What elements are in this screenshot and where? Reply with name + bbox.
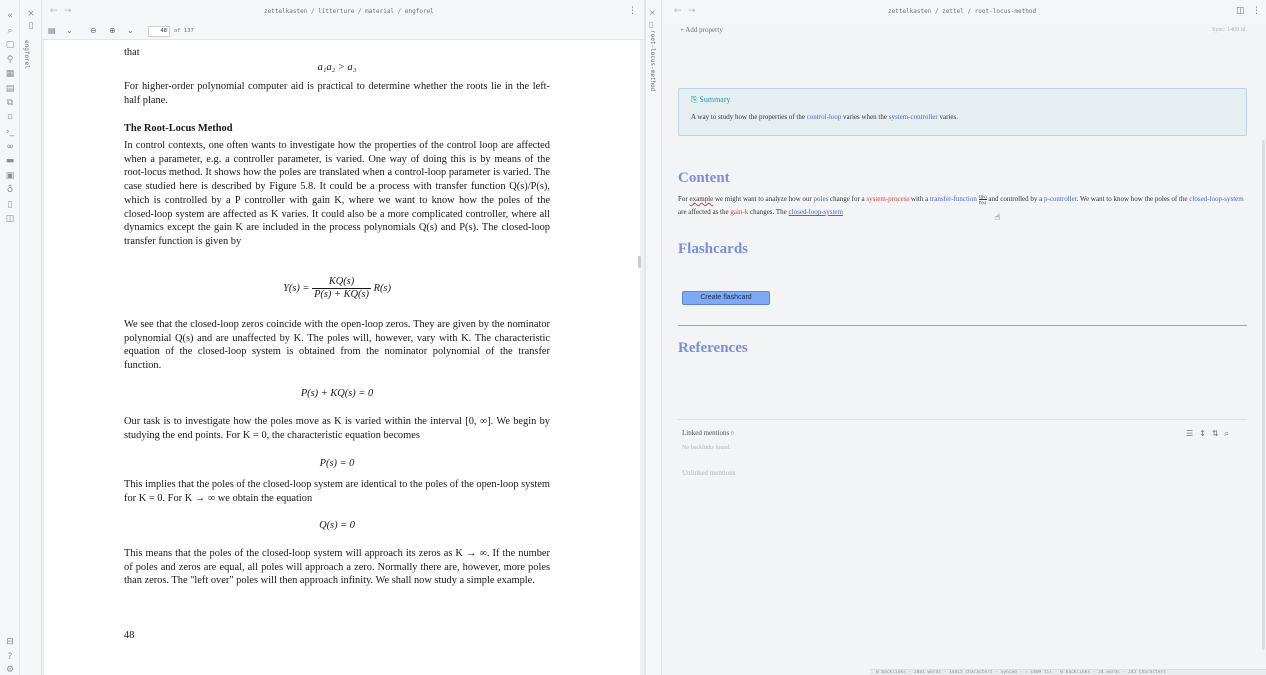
pdf-paragraph-1: For higher-order polynomial computer aid is practical to determine whether the roots lie in the left-half plane. (124, 81, 550, 106)
system-controller-link[interactable]: system-controller (888, 113, 938, 121)
collapse-results-icon[interactable]: ☰ (1186, 429, 1194, 438)
content-paragraph[interactable] (678, 193, 1248, 219)
forward-arrow-icon[interactable]: → (64, 6, 72, 16)
page-total-label: of 137 (174, 28, 194, 34)
back-arrow-icon[interactable]: ← (50, 6, 58, 16)
summary-text (691, 113, 958, 121)
p-controller-link[interactable]: p-controller (1043, 195, 1077, 203)
page-number-input[interactable]: 48 (148, 26, 170, 37)
eq2-fraction (312, 276, 371, 301)
pdf-page (44, 40, 640, 675)
summary-title (691, 95, 731, 105)
transfer-function-link[interactable]: transfer-function (929, 195, 977, 203)
right-breadcrumb[interactable]: zettelkasten / zettel / root-locus-method (888, 8, 1037, 15)
content-text: For (678, 195, 690, 203)
content-text: . We want to know how the poles of the (1076, 195, 1190, 203)
summary-text-3: varies. (937, 113, 958, 121)
close-icon[interactable]: × (649, 8, 656, 17)
status-bar: 0 backlinks · 2081 words · 14015 characters · Synced · ✓ 1409 til · 0 backlinks · 24 words · 245 characters (870, 669, 1266, 675)
closed-loop-system-link-hover[interactable]: closed-loop-system (788, 208, 843, 216)
content-text: and controlled by a (986, 195, 1044, 203)
people-icon[interactable]: ▯ (7, 200, 13, 210)
summary-title-text: Summary (699, 95, 731, 104)
fraction-denominator: P(s) (979, 199, 987, 205)
right-tab-title: root-locus-method (649, 30, 656, 92)
mouse-cursor-icon: ☝ (995, 213, 1001, 223)
zoom-in-icon[interactable]: ⊕ (109, 26, 116, 35)
pdf-toolbar (42, 24, 644, 40)
linked-mentions-label: Linked mentions (682, 429, 730, 437)
eq2-lhs: Y(s) = (283, 282, 310, 294)
inline-fraction (979, 194, 987, 205)
horizontal-rule (678, 325, 1247, 326)
pdf-paragraph-4: Our task is to investigate how the poles move as K is varied within the interval [0, ∞]. We begin by studying the end points. For K = 0, the characteristic equation becomes (124, 416, 550, 441)
pdf-text-intro: that (124, 47, 140, 58)
pdf-equation-5: Q(s) = 0 (319, 520, 355, 531)
section-title: The Root-Locus Method (124, 123, 233, 134)
references-heading: References (678, 340, 748, 356)
flashcards-heading: Flashcards (678, 241, 749, 257)
zoom-out-icon[interactable]: ⊖ (90, 26, 97, 35)
content-text: we might want to analyze how our (713, 195, 814, 203)
sync-status: Sync: 1409 til (1212, 27, 1246, 33)
pdf-equation-4: P(s) = 0 (319, 458, 355, 469)
pdf-equation-2 (124, 276, 550, 301)
eq2-denominator: P(s) + KQ(s) (314, 289, 369, 300)
summary-callout (678, 88, 1247, 136)
poles-link[interactable]: poles (813, 195, 829, 203)
misspelled-word: example (689, 195, 714, 203)
reading-view-icon[interactable]: ◫ (1236, 6, 1245, 16)
ribbon (0, 0, 20, 675)
content-text: change for a (828, 195, 867, 203)
pdf-paragraph-5: This implies that the poles of the closed-loop system are identical to the poles of the open-loop system for K = 0. For K → ∞ we obtain the equation (124, 479, 550, 504)
summary-text-2: varies when the (841, 113, 889, 121)
pdf-paragraph-2: In control contexts, one often wants to investigate how the properties of the control loop are affected when a parameter, e.g. a controller parameter, is varied. One way of doing this is by means of the root-locus method. It shows how the poles are translated when a control-loop parameter is varied. The case studied here is described by Figure 5.8. It could be a process with transfer function Q(s)/P(s), which is controlled by a P controller with gain K, where we want to know how the poles of the closed-loop system are affected as K varies. It could also be a more complicated controller, where all dynamics except the gain K are included in the process polynomials Q(s) and P(s). The closed-loop transfer function is given by (124, 140, 550, 247)
graph-icon[interactable]: ⚲ (6, 55, 14, 65)
collapse-icon[interactable]: « (7, 11, 13, 21)
calendar-icon[interactable]: ▤ (5, 84, 15, 94)
add-property-button[interactable]: + Add property (680, 26, 723, 34)
eq2-numerator: KQ(s) (312, 276, 371, 289)
content-text: with a (909, 195, 930, 203)
pdf-paragraph-3: We see that the closed-loop zeros coincide with the open-loop zeros. They are given by the nominator polynomial Q(s) and are unaffected by K. The poles will, however, vary with K. The characteristic equation of the closed-loop system is obtained from the nominator polynomial of the transfer function. (124, 319, 550, 372)
left-tab-title: engforel (23, 40, 30, 69)
vault-icon[interactable]: ⊟ (6, 637, 14, 647)
backlinks-divider (678, 419, 1247, 420)
dice-icon[interactable]: ♁ (6, 185, 14, 195)
file-icon[interactable]: ▢ (5, 40, 15, 50)
sort-icon[interactable]: ⇅ (1211, 429, 1219, 438)
sidebar-toggle-icon[interactable]: ▤ (48, 26, 56, 35)
pdf-paragraph-6: This means that the poles of the closed-loop system will approach its zeros as K → ∞. If the number of poles and zeros are equal, all poles will approach a zero. Normally there are, however, more poles than zeros. The "left over" poles will then approach infinity. We shall now study a simple example. (124, 548, 550, 587)
back-arrow-icon[interactable]: ← (674, 6, 682, 16)
more-options-icon[interactable]: ⋮ (628, 6, 637, 16)
pdf-equation-1: a₁a₂ > a₃ (317, 62, 357, 73)
show-more-context-icon[interactable]: ↕ (1199, 429, 1206, 438)
right-vertical-tab[interactable] (646, 0, 662, 675)
forward-arrow-icon[interactable]: → (688, 6, 696, 16)
grid-icon[interactable]: ▦ (5, 69, 15, 79)
backlinks-toolbar (1186, 429, 1235, 439)
content-heading: Content (678, 170, 730, 186)
clipboard-icon: ⎘ (691, 95, 698, 104)
chevron-down-icon[interactable]: ⌄ (66, 26, 73, 35)
eq2-rhs: R(s) (373, 282, 391, 294)
search-icon[interactable]: ⌕ (7, 26, 13, 36)
canvas-icon[interactable]: ▣ (5, 171, 15, 181)
right-header (662, 0, 1266, 24)
left-vertical-tab[interactable] (20, 0, 42, 675)
pdf-equation-3: P(s) + KQ(s) = 0 (300, 388, 374, 399)
linked-mentions-header[interactable] (682, 429, 734, 437)
left-header (42, 0, 644, 24)
content-text: are affected as the (678, 208, 731, 216)
gain-k-link[interactable]: gain-k (730, 208, 749, 216)
close-icon[interactable]: × (27, 9, 35, 19)
pdf-file-icon: ▯ (28, 21, 34, 31)
pdf-page-number: 48 (124, 630, 135, 641)
create-flashcard-button[interactable]: Create flashcard (682, 291, 770, 305)
note-file-icon: ▯ (649, 20, 654, 29)
closed-loop-system-link[interactable]: closed-loop-system (1189, 195, 1244, 203)
settings-icon[interactable]: ⚙ (5, 665, 15, 675)
left-breadcrumb[interactable]: zettelkasten / litterture / material / engforel (264, 8, 434, 15)
no-backlinks-text: No backlinks found. (682, 445, 731, 451)
search-icon[interactable]: ⌕ (1224, 429, 1230, 438)
fraction-numerator: Q(s) (978, 193, 987, 199)
book-icon[interactable]: ◫ (5, 214, 15, 224)
control-loop-link[interactable]: control-loop (806, 113, 842, 121)
unlinked-mentions-header[interactable]: Unlinked mentions (682, 469, 736, 477)
summary-text-1: A way to study how the properties of the (691, 113, 807, 121)
terminal-icon[interactable]: ›_ (5, 127, 15, 137)
zoom-dropdown-icon[interactable]: ⌄ (127, 26, 134, 35)
slides-icon[interactable]: ▬ (5, 156, 15, 166)
bookmark-icon[interactable]: ⌑ (7, 113, 13, 123)
system-process-link[interactable]: system-process (866, 195, 910, 203)
templates-icon[interactable]: ⧉ (6, 98, 14, 108)
linked-mentions-count: 0 (731, 431, 734, 437)
content-text: changes. The (748, 208, 789, 216)
pdf-section-heading (124, 122, 550, 136)
link-icon[interactable]: ∞ (6, 142, 14, 152)
more-options-icon[interactable]: ⋮ (1252, 6, 1261, 16)
pane-resize-handle[interactable] (638, 256, 641, 268)
help-icon[interactable]: ? (7, 652, 13, 662)
note-scrollbar[interactable] (1262, 140, 1265, 650)
